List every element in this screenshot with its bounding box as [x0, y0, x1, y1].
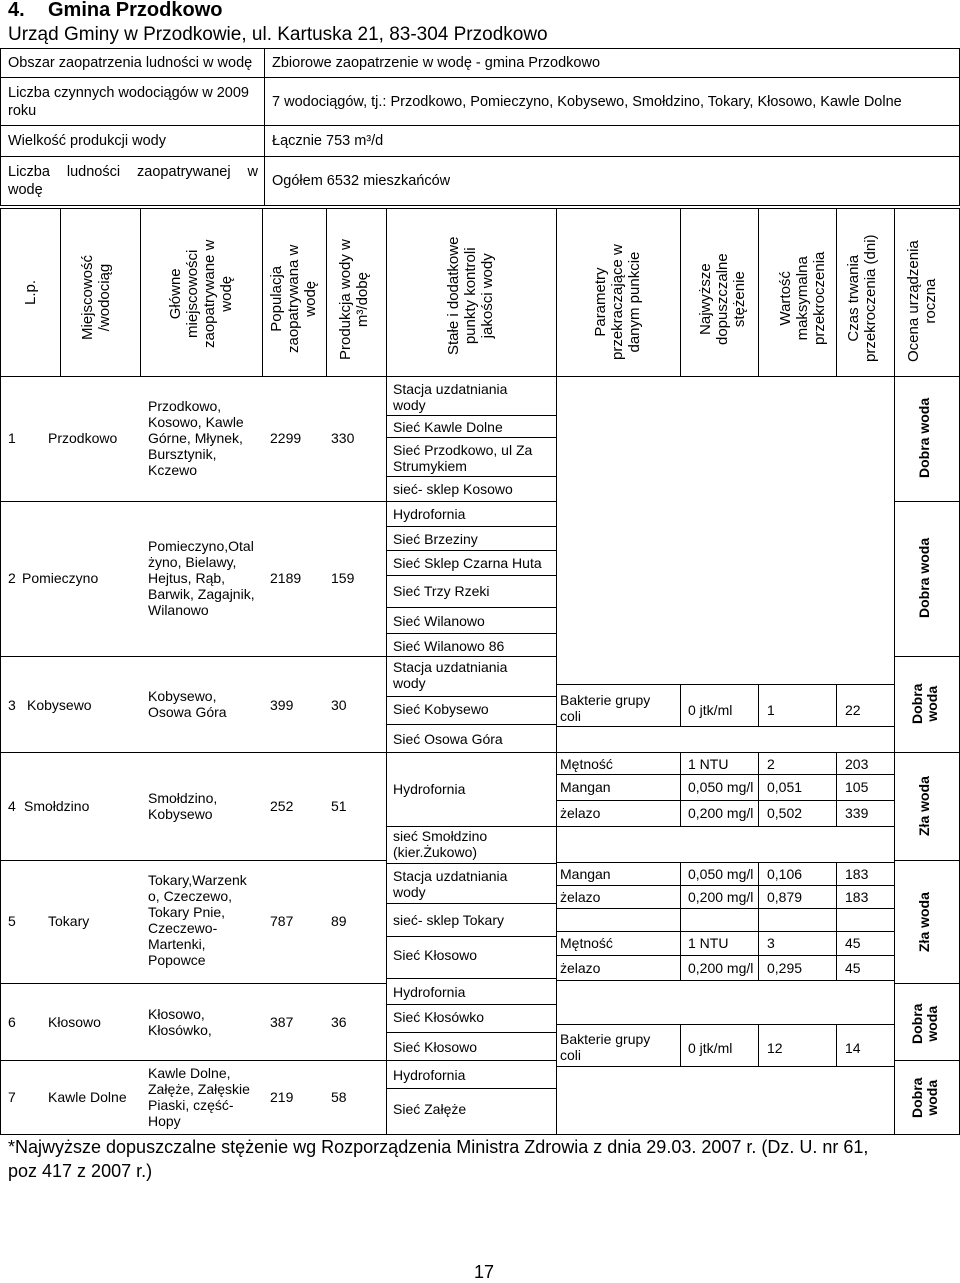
row-population: 2189	[270, 570, 302, 586]
row-places: Pomieczyno,Otal żyno, Bielawy, Hejtus, Rąb, Barwik, Zagajnik, Wilanowo	[148, 538, 255, 618]
header-max-allowed: Najwyższe dopuszczalne stężenie	[697, 253, 748, 345]
row-production: 330	[331, 430, 355, 446]
exceed-limit: 1 NTU	[688, 935, 729, 951]
row-assessment: Zła woda	[916, 776, 932, 836]
row-population: 2299	[270, 430, 302, 446]
row-locality: Przodkowo	[48, 430, 118, 446]
row-assessment: Dobra woda	[909, 1003, 940, 1044]
header-control-points: Stałe i dodatkowe punkty kontroli jakości wody	[445, 236, 496, 355]
row-production: 58	[331, 1089, 347, 1105]
exceed-days: 183	[845, 866, 869, 882]
control-point: Hydrofornia	[393, 984, 466, 1000]
exceed-days: 45	[845, 960, 861, 976]
footnote: *Najwyższe dopuszczalne stężenie wg Rozporządzenia Ministra Zdrowia z dnia 29.03. 2007 r. (Dz. U. nr 61, poz 417 z 2007 r.)	[8, 1137, 869, 1181]
row-locality: Smołdzino	[24, 798, 90, 814]
exceed-days: 203	[845, 756, 869, 772]
row-lp: 3	[8, 697, 16, 713]
row-lp: 1	[8, 430, 16, 446]
row-assessment: Dobra woda	[909, 683, 940, 724]
info-label-area: Obszar zaopatrzenia ludności w wodę	[8, 55, 253, 71]
control-point: Sieć Wilanowo 86	[393, 638, 505, 654]
header-population: Populacja zaopatrywana w wodę	[268, 244, 319, 353]
control-point: Sieć Brzeziny	[393, 531, 478, 547]
header-lp: L.p.	[22, 279, 39, 305]
exceed-max: 3	[767, 935, 775, 951]
exceed-param: żelazo	[560, 960, 601, 976]
exceed-limit: 0,050 mg/l	[688, 779, 754, 795]
exceed-max: 0,051	[767, 779, 803, 795]
row-locality: Tokary	[48, 913, 90, 929]
exceed-max: 2	[767, 756, 775, 772]
row-population: 252	[270, 798, 294, 814]
header-duration: Czas trwania przekroczenia (dni)	[845, 234, 879, 362]
section-subtitle: Urząd Gminy w Przodkowie, ul. Kartuska 21, 83-304 Przodkowo	[8, 24, 548, 45]
exceed-param: żelazo	[560, 889, 601, 905]
control-point: Sieć Kłosowo	[393, 947, 478, 963]
control-point: Stacja uzdatniania wody	[393, 659, 508, 691]
control-point: Hydrofornia	[393, 1067, 466, 1083]
control-point: Sieć Wilanowo	[393, 613, 485, 629]
exceed-param: Mangan	[560, 779, 611, 795]
control-point: Sieć Sklep Czarna Huta	[393, 555, 542, 571]
row-population: 399	[270, 697, 294, 713]
header-assessment: Ocena urządzenia roczna	[905, 240, 939, 362]
exceed-limit: 0,200 mg/l	[688, 960, 754, 976]
exceed-max: 1	[767, 702, 775, 718]
info-value-production: Łącznie 753 m³/d	[272, 133, 384, 149]
info-label-wells: Liczba czynnych wodociągów w 2009 roku	[8, 85, 249, 119]
exceed-param: Mętność	[560, 935, 613, 951]
exceed-limit: 0,050 mg/l	[688, 866, 754, 882]
row-population: 387	[270, 1014, 294, 1030]
row-production: 159	[331, 570, 355, 586]
row-lp: 6	[8, 1014, 16, 1030]
exceed-param: Bakterie grupy coli	[560, 692, 651, 724]
exceed-limit: 0 jtk/ml	[688, 1040, 733, 1056]
control-point: Sieć Kobysewo	[393, 701, 489, 717]
row-lp: 5	[8, 913, 16, 929]
exceed-param: żelazo	[560, 805, 601, 821]
exceed-max: 0,106	[767, 866, 803, 882]
info-value-wells: 7 wodociągów, tj.: Przodkowo, Pomieczyno, Kobysewo, Smołdzino, Tokary, Kłosowo, Kawle Dolne	[272, 94, 902, 110]
control-point: Hydrofornia	[393, 781, 466, 797]
row-assessment: Dobra woda	[909, 1077, 940, 1118]
header-parameters: Parametry przekraczające w danym punkcie	[592, 244, 643, 360]
control-point: Stacja uzdatniania wody	[393, 868, 508, 900]
exceed-days: 45	[845, 935, 861, 951]
exceed-param: Bakterie grupy coli	[560, 1031, 651, 1063]
exceed-days: 339	[845, 805, 869, 821]
control-point: Hydrofornia	[393, 506, 466, 522]
control-point: sieć Smołdzino (kier.Żukowo)	[393, 828, 488, 860]
row-lp: 4	[8, 798, 16, 814]
control-point: Sieć Trzy Rzeki	[393, 583, 490, 599]
control-point: sieć- sklep Kosowo	[393, 481, 513, 497]
header-locality: Miejscowość /wodociąg	[79, 254, 113, 340]
row-production: 36	[331, 1014, 347, 1030]
row-places: Kawle Dolne, Załęże, Załęskie Piaski, część- Hopy	[148, 1065, 250, 1129]
row-production: 51	[331, 798, 347, 814]
row-places: Kobysewo, Osowa Góra	[148, 688, 227, 720]
control-point: Stacja uzdatniania wody	[393, 381, 508, 413]
row-population: 219	[270, 1089, 294, 1105]
row-production: 30	[331, 697, 347, 713]
exceed-limit: 0,200 mg/l	[688, 889, 754, 905]
row-assessment: Dobra woda	[916, 537, 932, 618]
section-title: Gmina Przodkowo	[48, 0, 223, 21]
control-point: sieć- sklep Tokary	[393, 912, 505, 928]
info-label-population: Liczba ludności zaopatrywanej w wodę	[8, 164, 258, 198]
exceed-days: 105	[845, 779, 869, 795]
exceed-param: Mętność	[560, 756, 613, 772]
exceed-limit: 0 jtk/ml	[688, 702, 733, 718]
row-places: Przodkowo, Kosowo, Kawle Górne, Młynek, Bursztynik, Kczewo	[148, 398, 244, 478]
control-point: Sieć Przodkowo, ul Za Strumykiem	[393, 442, 533, 474]
row-lp: 7	[8, 1089, 16, 1105]
row-lp: 2	[8, 570, 16, 586]
row-production: 89	[331, 913, 347, 929]
control-point: Sieć Załęże	[393, 1101, 467, 1117]
row-places: Smołdzino, Kobysewo	[148, 790, 218, 822]
control-point: Sieć Osowa Góra	[393, 731, 503, 747]
info-value-population: Ogółem 6532 mieszkańców	[272, 173, 451, 189]
row-population: 787	[270, 913, 294, 929]
exceed-days: 14	[845, 1040, 861, 1056]
row-assessment: Zła woda	[916, 892, 932, 952]
control-point: Sieć Kłosowo	[393, 1039, 478, 1055]
row-places: Tokary,Warzenk o, Czeczewo, Tokary Pnie, Czeczewo- Martenki, Popowce	[148, 872, 247, 968]
exceed-limit: 0,200 mg/l	[688, 805, 754, 821]
exceed-days: 183	[845, 889, 869, 905]
header-production: Produkcja wody w m³/dobę	[337, 239, 371, 360]
exceed-limit: 1 NTU	[688, 756, 729, 772]
exceed-max: 12	[767, 1040, 783, 1056]
info-label-production: Wielkość produkcji wody	[8, 133, 166, 149]
row-locality: Kłosowo	[48, 1014, 101, 1030]
control-point: Sieć Kłosówko	[393, 1009, 485, 1025]
exceed-max: 0,502	[767, 805, 803, 821]
exceed-max: 0,295	[767, 960, 803, 976]
info-value-area: Zbiorowe zaopatrzenie w wodę - gmina Przodkowo	[272, 55, 601, 71]
row-locality: Kobysewo	[27, 697, 92, 713]
exceed-max: 0,879	[767, 889, 803, 905]
row-locality: Kawle Dolne	[48, 1089, 127, 1105]
row-locality: Pomieczyno	[22, 570, 99, 586]
control-point: Sieć Kawle Dolne	[393, 419, 503, 435]
header-max-value: Wartość maksymalna przekroczenia	[777, 251, 828, 345]
row-assessment: Dobra woda	[916, 397, 932, 478]
section-number: 4.	[8, 0, 25, 21]
header-main-localities: Główne miejscowości zaopatrywane w wodę	[167, 239, 235, 348]
exceed-param: Mangan	[560, 866, 611, 882]
row-places: Kłosowo, Kłosówko,	[148, 1006, 212, 1038]
page-number: 17	[474, 1262, 495, 1282]
exceed-days: 22	[845, 702, 861, 718]
